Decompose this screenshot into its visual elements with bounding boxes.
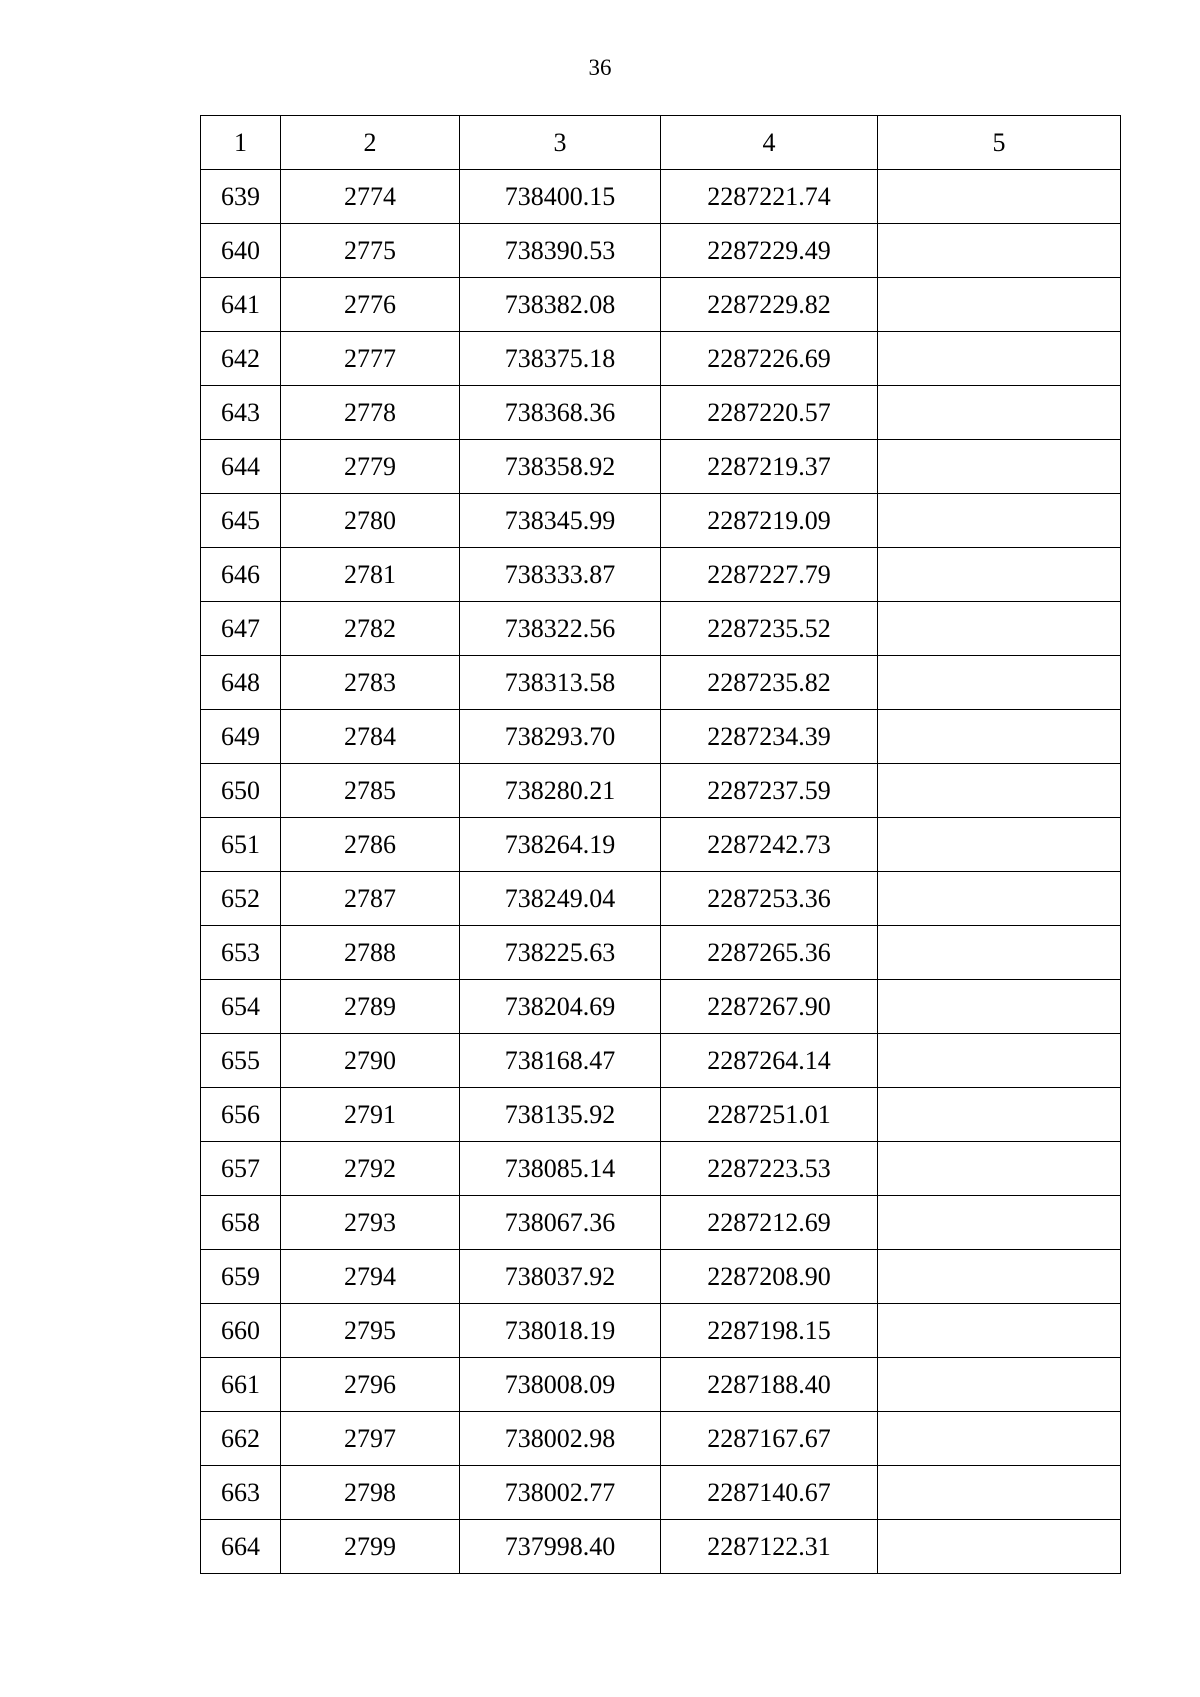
table-row — [201, 1034, 1121, 1088]
x-coordinate-cell: 738008.09 — [460, 1358, 661, 1412]
y-coordinate-cell: 2287235.82 — [661, 656, 878, 710]
point-number-cell: 2785 — [281, 764, 460, 818]
table-row — [201, 1412, 1121, 1466]
x-coordinate-cell: 738345.99 — [460, 494, 661, 548]
x-coordinate-cell: 738280.21 — [460, 764, 661, 818]
point-number-cell: 2774 — [281, 170, 460, 224]
note-cell — [878, 1520, 1121, 1574]
y-coordinate-cell: 2287220.57 — [661, 386, 878, 440]
table-body — [201, 170, 1121, 1574]
point-number-cell: 2788 — [281, 926, 460, 980]
y-coordinate-cell: 2287229.49 — [661, 224, 878, 278]
note-cell — [878, 278, 1121, 332]
y-coordinate-cell: 2287188.40 — [661, 1358, 878, 1412]
y-coordinate-cell: 2287219.37 — [661, 440, 878, 494]
y-coordinate-cell: 2287212.69 — [661, 1196, 878, 1250]
row-number-cell: 657 — [201, 1142, 281, 1196]
point-number-cell: 2779 — [281, 440, 460, 494]
y-coordinate-cell: 2287140.67 — [661, 1466, 878, 1520]
row-number-cell: 648 — [201, 656, 281, 710]
point-number-cell: 2784 — [281, 710, 460, 764]
point-number-cell: 2797 — [281, 1412, 460, 1466]
x-coordinate-cell: 738168.47 — [460, 1034, 661, 1088]
y-coordinate-cell: 2287267.90 — [661, 980, 878, 1034]
point-number-cell: 2795 — [281, 1304, 460, 1358]
table-row — [201, 1196, 1121, 1250]
row-number-cell: 649 — [201, 710, 281, 764]
row-number-cell: 658 — [201, 1196, 281, 1250]
table-row — [201, 440, 1121, 494]
x-coordinate-cell: 737998.40 — [460, 1520, 661, 1574]
y-coordinate-cell: 2287167.67 — [661, 1412, 878, 1466]
note-cell — [878, 1466, 1121, 1520]
table-row — [201, 332, 1121, 386]
point-number-cell: 2796 — [281, 1358, 460, 1412]
point-number-cell: 2798 — [281, 1466, 460, 1520]
row-number-cell: 639 — [201, 170, 281, 224]
x-coordinate-cell: 738368.36 — [460, 386, 661, 440]
table-row — [201, 1088, 1121, 1142]
x-coordinate-cell: 738085.14 — [460, 1142, 661, 1196]
table-header — [201, 116, 1121, 170]
y-coordinate-cell: 2287122.31 — [661, 1520, 878, 1574]
row-number-cell: 653 — [201, 926, 281, 980]
table-row — [201, 170, 1121, 224]
y-coordinate-cell: 2287237.59 — [661, 764, 878, 818]
note-cell — [878, 764, 1121, 818]
note-cell — [878, 710, 1121, 764]
y-coordinate-cell: 2287251.01 — [661, 1088, 878, 1142]
y-coordinate-cell: 2287242.73 — [661, 818, 878, 872]
x-coordinate-cell: 738313.58 — [460, 656, 661, 710]
row-number-cell: 662 — [201, 1412, 281, 1466]
x-coordinate-cell: 738333.87 — [460, 548, 661, 602]
x-coordinate-cell: 738249.04 — [460, 872, 661, 926]
point-number-cell: 2799 — [281, 1520, 460, 1574]
table-row — [201, 386, 1121, 440]
row-number-cell: 643 — [201, 386, 281, 440]
y-coordinate-cell: 2287227.79 — [661, 548, 878, 602]
y-coordinate-cell: 2287226.69 — [661, 332, 878, 386]
row-number-cell: 646 — [201, 548, 281, 602]
table-row — [201, 1520, 1121, 1574]
x-coordinate-cell: 738018.19 — [460, 1304, 661, 1358]
point-number-cell: 2783 — [281, 656, 460, 710]
point-number-cell: 2787 — [281, 872, 460, 926]
table-row — [201, 602, 1121, 656]
note-cell — [878, 602, 1121, 656]
table-row — [201, 1358, 1121, 1412]
note-cell — [878, 440, 1121, 494]
y-coordinate-cell: 2287235.52 — [661, 602, 878, 656]
point-number-cell: 2792 — [281, 1142, 460, 1196]
table-row — [201, 818, 1121, 872]
table-row — [201, 1250, 1121, 1304]
row-number-cell: 641 — [201, 278, 281, 332]
x-coordinate-cell: 738390.53 — [460, 224, 661, 278]
table-row — [201, 980, 1121, 1034]
note-cell — [878, 1034, 1121, 1088]
row-number-cell: 664 — [201, 1520, 281, 1574]
table-row — [201, 656, 1121, 710]
table-row — [201, 548, 1121, 602]
point-number-cell: 2780 — [281, 494, 460, 548]
point-number-cell: 2793 — [281, 1196, 460, 1250]
row-number-cell: 659 — [201, 1250, 281, 1304]
row-number-cell: 640 — [201, 224, 281, 278]
note-cell — [878, 224, 1121, 278]
row-number-cell: 663 — [201, 1466, 281, 1520]
x-coordinate-cell: 738204.69 — [460, 980, 661, 1034]
row-number-cell: 645 — [201, 494, 281, 548]
table-row — [201, 872, 1121, 926]
x-coordinate-cell: 738382.08 — [460, 278, 661, 332]
header-cell: 2 — [281, 116, 460, 170]
header-cell: 3 — [460, 116, 661, 170]
row-number-cell: 650 — [201, 764, 281, 818]
point-number-cell: 2775 — [281, 224, 460, 278]
note-cell — [878, 656, 1121, 710]
x-coordinate-cell: 738322.56 — [460, 602, 661, 656]
y-coordinate-cell: 2287221.74 — [661, 170, 878, 224]
point-number-cell: 2777 — [281, 332, 460, 386]
y-coordinate-cell: 2287223.53 — [661, 1142, 878, 1196]
row-number-cell: 642 — [201, 332, 281, 386]
row-number-cell: 655 — [201, 1034, 281, 1088]
note-cell — [878, 548, 1121, 602]
row-number-cell: 647 — [201, 602, 281, 656]
table-row — [201, 1142, 1121, 1196]
y-coordinate-cell: 2287229.82 — [661, 278, 878, 332]
point-number-cell: 2790 — [281, 1034, 460, 1088]
point-number-cell: 2789 — [281, 980, 460, 1034]
table-row — [201, 278, 1121, 332]
x-coordinate-cell: 738225.63 — [460, 926, 661, 980]
header-cell: 5 — [878, 116, 1121, 170]
note-cell — [878, 980, 1121, 1034]
header-cell: 1 — [201, 116, 281, 170]
note-cell — [878, 170, 1121, 224]
x-coordinate-cell: 738002.77 — [460, 1466, 661, 1520]
row-number-cell: 654 — [201, 980, 281, 1034]
point-number-cell: 2781 — [281, 548, 460, 602]
x-coordinate-cell: 738002.98 — [460, 1412, 661, 1466]
note-cell — [878, 926, 1121, 980]
table-row — [201, 1466, 1121, 1520]
point-number-cell: 2786 — [281, 818, 460, 872]
point-number-cell: 2782 — [281, 602, 460, 656]
table-row — [201, 926, 1121, 980]
row-number-cell: 652 — [201, 872, 281, 926]
header-row — [201, 116, 1121, 170]
page-number: 36 — [588, 55, 612, 80]
table-row — [201, 224, 1121, 278]
coordinates-table — [200, 115, 1121, 1574]
point-number-cell: 2794 — [281, 1250, 460, 1304]
note-cell — [878, 1250, 1121, 1304]
row-number-cell: 656 — [201, 1088, 281, 1142]
note-cell — [878, 386, 1121, 440]
x-coordinate-cell: 738400.15 — [460, 170, 661, 224]
table-row — [201, 710, 1121, 764]
x-coordinate-cell: 738037.92 — [460, 1250, 661, 1304]
header-cell: 4 — [661, 116, 878, 170]
y-coordinate-cell: 2287264.14 — [661, 1034, 878, 1088]
table-row — [201, 764, 1121, 818]
x-coordinate-cell: 738293.70 — [460, 710, 661, 764]
point-number-cell: 2791 — [281, 1088, 460, 1142]
note-cell — [878, 332, 1121, 386]
row-number-cell: 660 — [201, 1304, 281, 1358]
y-coordinate-cell: 2287253.36 — [661, 872, 878, 926]
note-cell — [878, 1412, 1121, 1466]
note-cell — [878, 1142, 1121, 1196]
table-row — [201, 1304, 1121, 1358]
x-coordinate-cell: 738067.36 — [460, 1196, 661, 1250]
x-coordinate-cell: 738135.92 — [460, 1088, 661, 1142]
note-cell — [878, 1088, 1121, 1142]
note-cell — [878, 1358, 1121, 1412]
row-number-cell: 651 — [201, 818, 281, 872]
row-number-cell: 661 — [201, 1358, 281, 1412]
y-coordinate-cell: 2287198.15 — [661, 1304, 878, 1358]
note-cell — [878, 872, 1121, 926]
x-coordinate-cell: 738358.92 — [460, 440, 661, 494]
note-cell — [878, 1196, 1121, 1250]
y-coordinate-cell: 2287265.36 — [661, 926, 878, 980]
note-cell — [878, 494, 1121, 548]
x-coordinate-cell: 738375.18 — [460, 332, 661, 386]
row-number-cell: 644 — [201, 440, 281, 494]
point-number-cell: 2778 — [281, 386, 460, 440]
y-coordinate-cell: 2287234.39 — [661, 710, 878, 764]
point-number-cell: 2776 — [281, 278, 460, 332]
y-coordinate-cell: 2287219.09 — [661, 494, 878, 548]
table-row — [201, 494, 1121, 548]
y-coordinate-cell: 2287208.90 — [661, 1250, 878, 1304]
note-cell — [878, 818, 1121, 872]
x-coordinate-cell: 738264.19 — [460, 818, 661, 872]
note-cell — [878, 1304, 1121, 1358]
